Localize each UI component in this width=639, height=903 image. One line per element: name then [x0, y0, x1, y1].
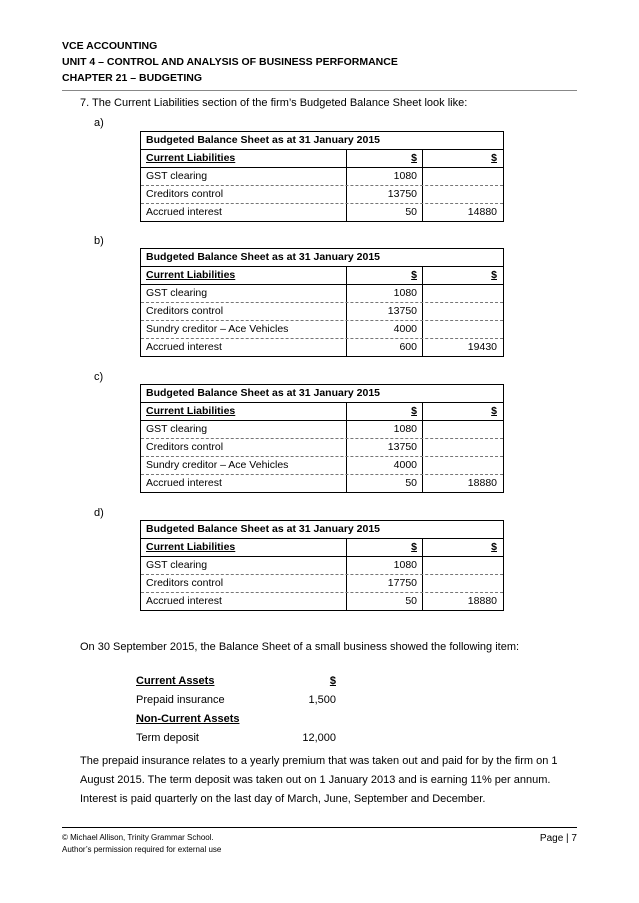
current-assets-heading: Current Assets [136, 675, 215, 687]
page-header [62, 38, 577, 91]
option-label-a: a) [94, 117, 104, 129]
question-text: 7. The Current Liabilities section of the firm’s Budgeted Balance Sheet look like: [80, 97, 468, 109]
option-label-d: d) [94, 507, 104, 519]
table-row: Creditors control 13750 [141, 186, 503, 204]
option-label-b: b) [94, 235, 104, 247]
table-header: Current Liabilities $ $ [141, 267, 503, 285]
table-title: Budgeted Balance Sheet as at 31 January 2015 [141, 249, 503, 267]
prepaid-insurance-value: 1,500 [308, 694, 336, 706]
body-paragraph: The prepaid insurance relates to a yearly premium that was taken out and paid for by the firm on 1 August 2015. The term deposit was taken out on 1 January 2013 and is earning 11% per annum. Interest is paid quarterly on the last day of March, June, September and December. [80, 755, 558, 805]
table-row: Sundry creditor – Ace Vehicles 4000 [141, 457, 503, 475]
term-deposit-label: Term deposit [136, 732, 199, 744]
non-current-assets-heading: Non-Current Assets [136, 713, 240, 725]
intro-text: On 30 September 2015, the Balance Sheet of a small business showed the following item: [80, 641, 520, 653]
table-title: Budgeted Balance Sheet as at 31 January 2015 [141, 521, 503, 539]
table-header: Current Liabilities $ $ [141, 150, 503, 168]
table-row: GST clearing 1080 [141, 421, 503, 439]
chapter-title: CHAPTER 21 – BUDGETING [62, 72, 203, 84]
table-title: Budgeted Balance Sheet as at 31 January 2015 [141, 132, 503, 150]
unit-title: UNIT 4 – CONTROL AND ANALYSIS OF BUSINESS PERFORMANCE [62, 56, 398, 68]
table-row: Creditors control 13750 [141, 303, 503, 321]
term-deposit-value: 12,000 [302, 732, 336, 744]
table-row: Creditors control 17750 [141, 575, 503, 593]
table-row: Accrued interest 50 14880 [141, 204, 503, 221]
balance-sheet-d [140, 520, 504, 611]
table-row: GST clearing 1080 [141, 168, 503, 186]
table-header: Current Liabilities $ $ [141, 539, 503, 557]
table-row: Accrued interest 600 19430 [141, 339, 503, 356]
page-footer [62, 827, 577, 856]
table-row: GST clearing 1080 [141, 285, 503, 303]
balance-sheet-c [140, 384, 504, 493]
permission-text: Author’s permission required for external use [62, 845, 222, 854]
table-row: Sundry creditor – Ace Vehicles 4000 [141, 321, 503, 339]
table-row: Creditors control 13750 [141, 439, 503, 457]
table-row: GST clearing 1080 [141, 557, 503, 575]
prepaid-insurance-label: Prepaid insurance [136, 694, 225, 706]
balance-sheet-b [140, 248, 504, 357]
table-row: Accrued interest 50 18880 [141, 475, 503, 492]
dollar-heading: $ [329, 675, 336, 687]
page-number: Page | 7 [539, 833, 577, 844]
copyright-text: © Michael Allison, Trinity Grammar School. [62, 833, 214, 842]
table-title: Budgeted Balance Sheet as at 31 January 2015 [141, 385, 503, 403]
subject-title: VCE ACCOUNTING [62, 40, 158, 52]
table-row: Accrued interest 50 18880 [141, 593, 503, 610]
table-header: Current Liabilities $ $ [141, 403, 503, 421]
balance-sheet-a [140, 131, 504, 222]
option-label-c: c) [94, 371, 104, 383]
balance-sheet-items [136, 672, 336, 748]
